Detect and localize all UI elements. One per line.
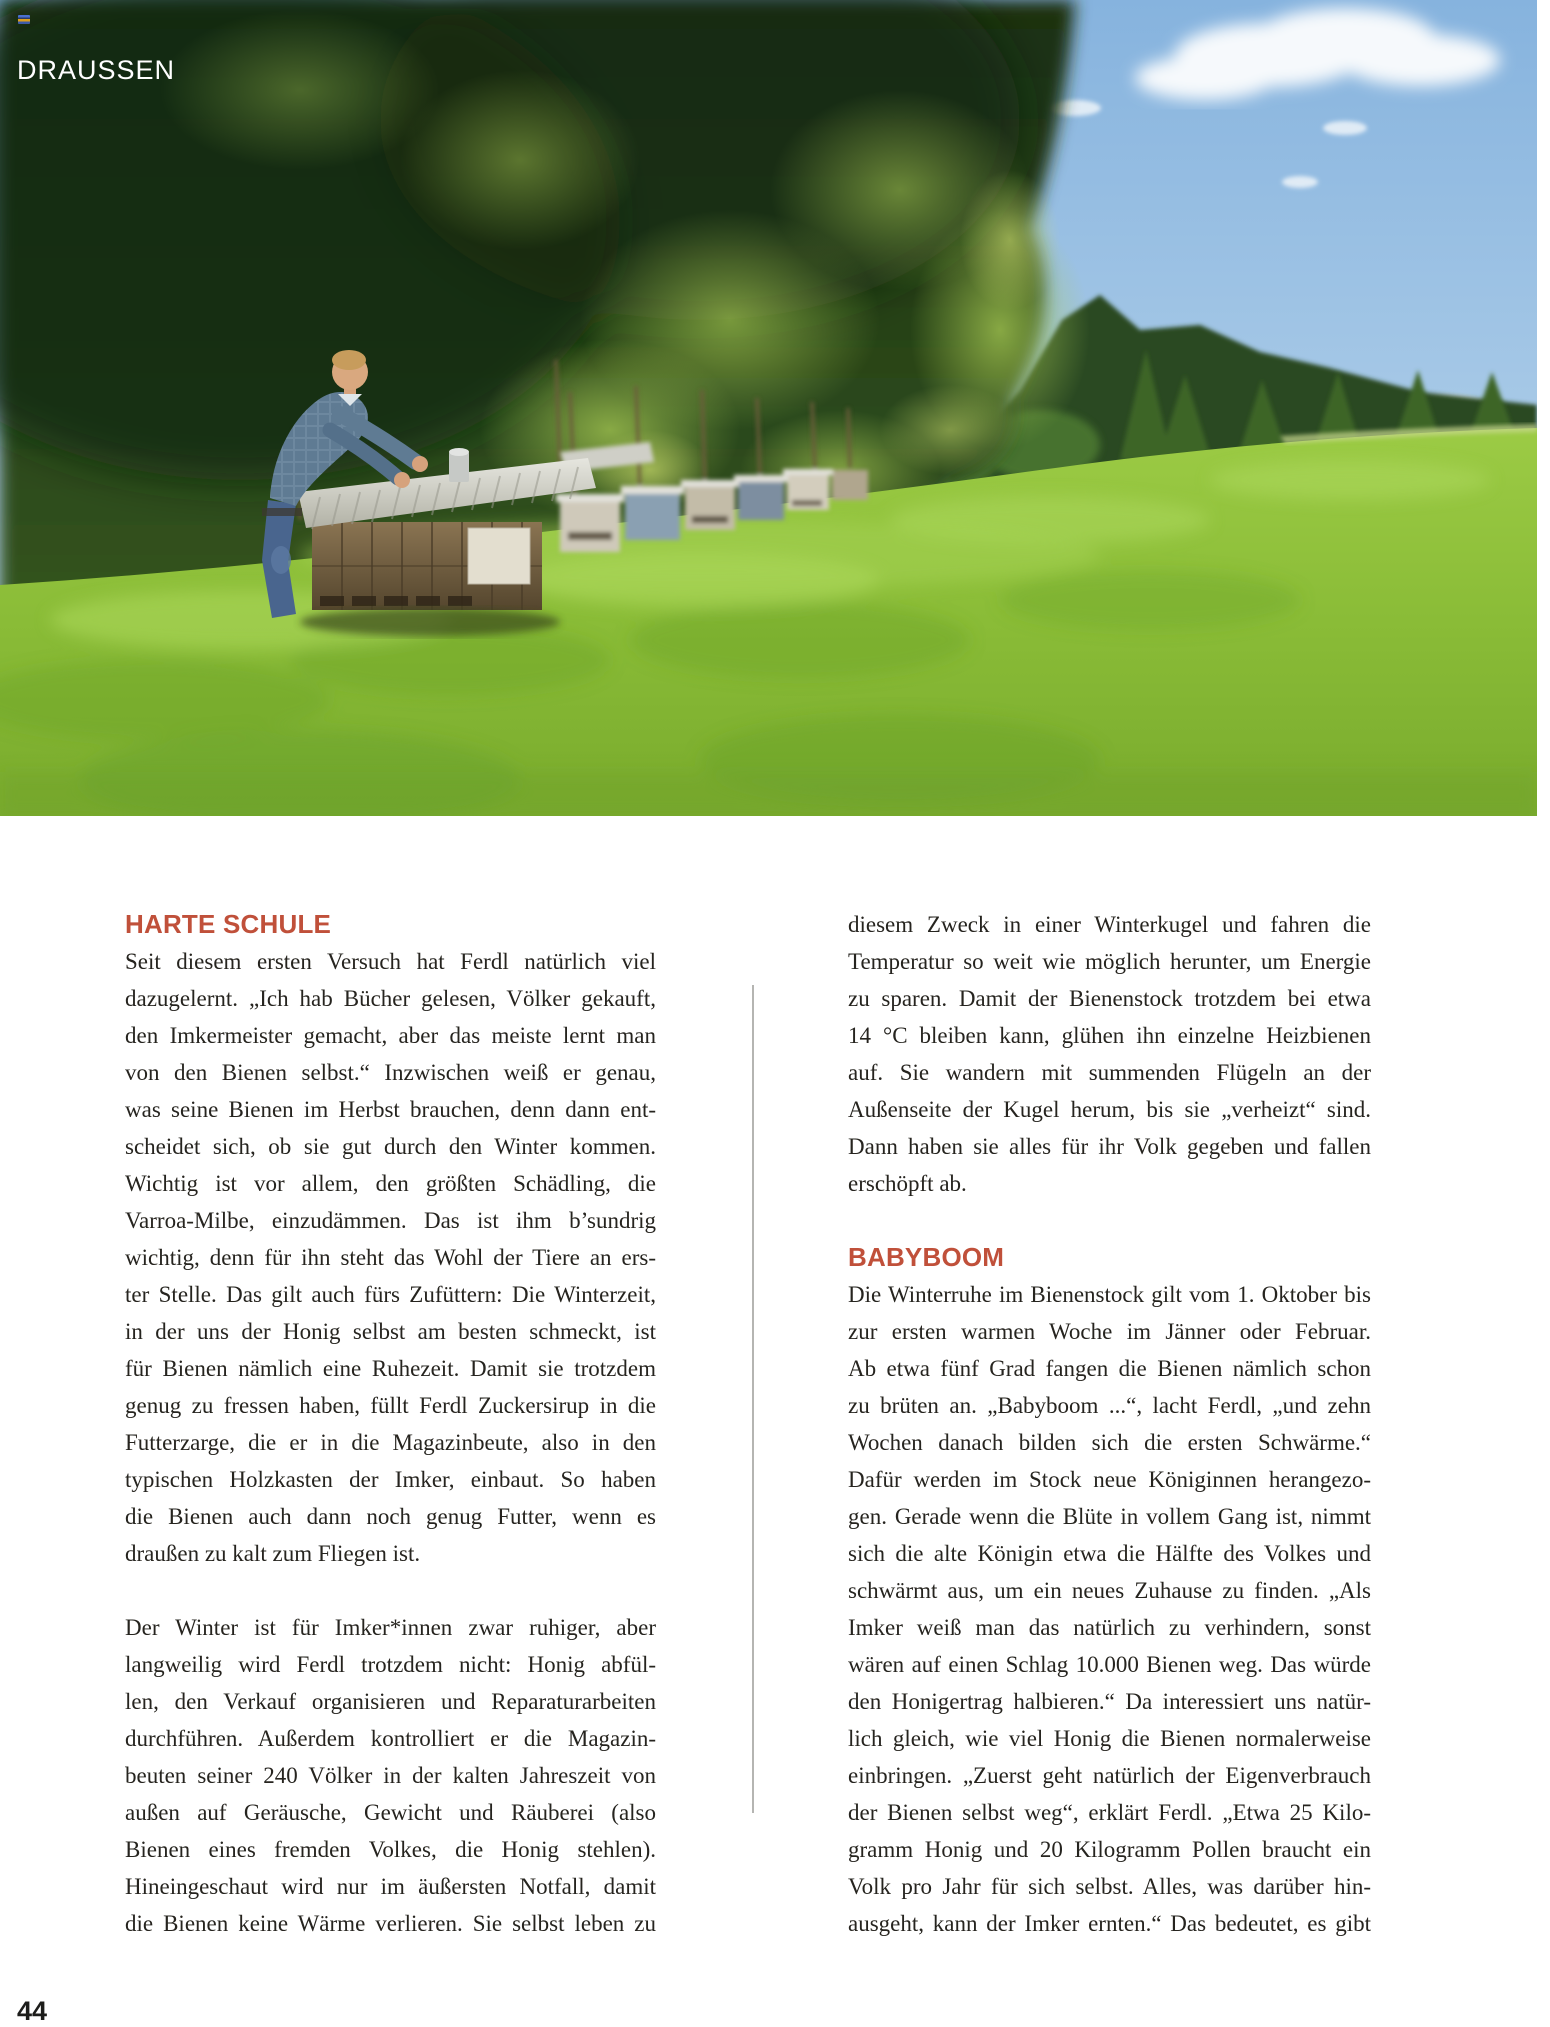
body-text-line: den Honigertrag halbieren.“ Da interessiert uns natür- [848, 1689, 1371, 1714]
body-text-line: wären auf einen Schlag 10.000 Bienen weg. Das würde [848, 1652, 1371, 1677]
body-text-line: len, den Verkauf organisieren und Reparaturarbeiten [125, 1689, 656, 1714]
body-text-line: gramm Honig und 20 Kilogramm Pollen braucht ein [848, 1837, 1371, 1862]
body-text-line: Imker weiß man das natürlich zu verhindern, sonst [848, 1615, 1371, 1640]
body-text-line: ausgeht, kann der Imker ernten.“ Das bedeutet, es gibt [848, 1911, 1371, 1936]
body-text-line: für Bienen nämlich eine Ruhezeit. Damit sie trotzdem [125, 1356, 656, 1381]
column-divider [752, 985, 754, 1813]
body-text-line: 14 °C bleiben kann, glühen ihn einzelne Heizbienen [848, 1023, 1371, 1048]
body-text-line: die Bienen auch dann noch genug Futter, wenn es [125, 1504, 656, 1529]
body-text-line: Volk pro Jahr für sich selbst. Alles, was darüber hin- [848, 1874, 1371, 1899]
body-text-line: sich die alte Königin etwa die Hälfte des Volkes und [848, 1541, 1371, 1566]
article-column-left [125, 906, 656, 1942]
section-heading: HARTE SCHULE [125, 909, 332, 939]
body-text-line: Hineingeschaut wird nur im äußersten Notfall, damit [125, 1874, 656, 1899]
body-text-line: Der Winter ist für Imker*innen zwar ruhiger, aber [125, 1615, 656, 1640]
body-text-line: dazugelernt. „Ich hab Bücher gelesen, Völker gekauft, [125, 986, 656, 1011]
hero-photo [0, 0, 1537, 816]
body-text-line: scheidet sich, ob sie gut durch den Winter kommen. [125, 1134, 656, 1159]
body-text-line: Dann haben sie alles für ihr Volk gegeben und fallen [848, 1134, 1371, 1159]
paragraph-spacer [848, 1202, 1371, 1239]
body-text-line: lich gleich, wie viel Honig die Bienen normalerweise [848, 1726, 1371, 1751]
body-text-line: Seit diesem ersten Versuch hat Ferdl natürlich viel [125, 949, 656, 974]
body-text-line: durchführen. Außerdem kontrolliert er die Magazin- [125, 1726, 656, 1751]
section-label: DRAUSSEN [17, 55, 176, 85]
body-text-line: in der uns der Honig selbst am besten schmeckt, ist [125, 1319, 656, 1344]
body-text-line: ter Stelle. Das gilt auch fürs Zufüttern: Die Winterzeit, [125, 1282, 656, 1307]
body-text-line: Wochen danach bilden sich die ersten Schwärme.“ [848, 1430, 1371, 1455]
body-text-line: Außenseite der Kugel herum, bis sie „verheizt“ sind. [848, 1097, 1371, 1122]
body-text-line: typischen Holzkasten der Imker, einbaut. So haben [125, 1467, 656, 1492]
body-text-line: zu brüten an. „Babyboom ...“, lacht Ferdl, „und zehn [848, 1393, 1371, 1418]
body-text-line: genug zu fressen haben, füllt Ferdl Zuckersirup in die [125, 1393, 656, 1418]
body-text-line: was seine Bienen im Herbst brauchen, denn dann ent- [125, 1097, 656, 1122]
body-text-line: wichtig, denn für ihn steht das Wohl der Tiere an ers- [125, 1245, 656, 1270]
body-text-line: schwärmt aus, um ein neues Zuhause zu finden. „Als [848, 1578, 1371, 1603]
body-text-line: beuten seiner 240 Völker in der kalten Jahreszeit von [125, 1763, 656, 1788]
body-text-line: Temperatur so weit wie möglich herunter, um Energie [848, 949, 1371, 974]
section-heading: BABYBOOM [848, 1242, 1005, 1272]
body-text-line: Bienen eines fremden Volkes, die Honig stehlen). [125, 1837, 656, 1862]
hero-photo-art [0, 0, 1537, 816]
paragraph-spacer [125, 1572, 656, 1609]
body-text-line: außen auf Geräusche, Gewicht und Räuberei (also [125, 1800, 656, 1825]
body-text-line: zu sparen. Damit der Bienenstock trotzdem bei etwa [848, 986, 1371, 1011]
body-text-line: Ab etwa fünf Grad fangen die Bienen nämlich schon [848, 1356, 1371, 1381]
body-text-line: draußen zu kalt zum Fliegen ist. [125, 1541, 421, 1566]
body-text-line: gen. Gerade wenn die Blüte in vollem Gang ist, nimmt [848, 1504, 1371, 1529]
body-text-line: einbringen. „Zuerst geht natürlich der Eigenverbrauch [848, 1763, 1371, 1788]
body-text-line: auf. Sie wandern mit summenden Flügeln an der [848, 1060, 1371, 1085]
body-text-line: Varroa-Milbe, einzudämmen. Das ist ihm b’sundrig [125, 1208, 656, 1233]
body-text-line: der Bienen selbst weg“, erklärt Ferdl. „Etwa 25 Kilo- [848, 1800, 1371, 1825]
body-text-line: Die Winterruhe im Bienenstock gilt vom 1. Oktober bis [848, 1282, 1371, 1307]
body-text-line: Wichtig ist vor allem, den größten Schädling, die [125, 1171, 656, 1196]
body-text-line: zur ersten warmen Woche im Jänner oder Februar. [848, 1319, 1371, 1344]
body-text-line: Futterzarge, die er in die Magazinbeute, also in den [125, 1430, 656, 1455]
body-text-line: den Imkermeister gemacht, aber das meiste lernt man [125, 1023, 656, 1048]
body-text-line: Dafür werden im Stock neue Königinnen herangezo- [848, 1467, 1371, 1492]
body-text-line: die Bienen keine Wärme verlieren. Sie selbst leben zu [125, 1911, 656, 1936]
article-column-right [848, 906, 1371, 1942]
body-text-line: langweilig wird Ferdl trotzdem nicht: Honig abfül- [125, 1652, 656, 1677]
body-text-line: erschöpft ab. [848, 1171, 967, 1196]
body-text-line: diesem Zweck in einer Winterkugel und fahren die [848, 912, 1371, 937]
body-text-line: von den Bienen selbst.“ Inzwischen weiß er genau, [125, 1060, 656, 1085]
page-number: 44 [17, 1996, 48, 2026]
stripes-icon [18, 15, 30, 24]
